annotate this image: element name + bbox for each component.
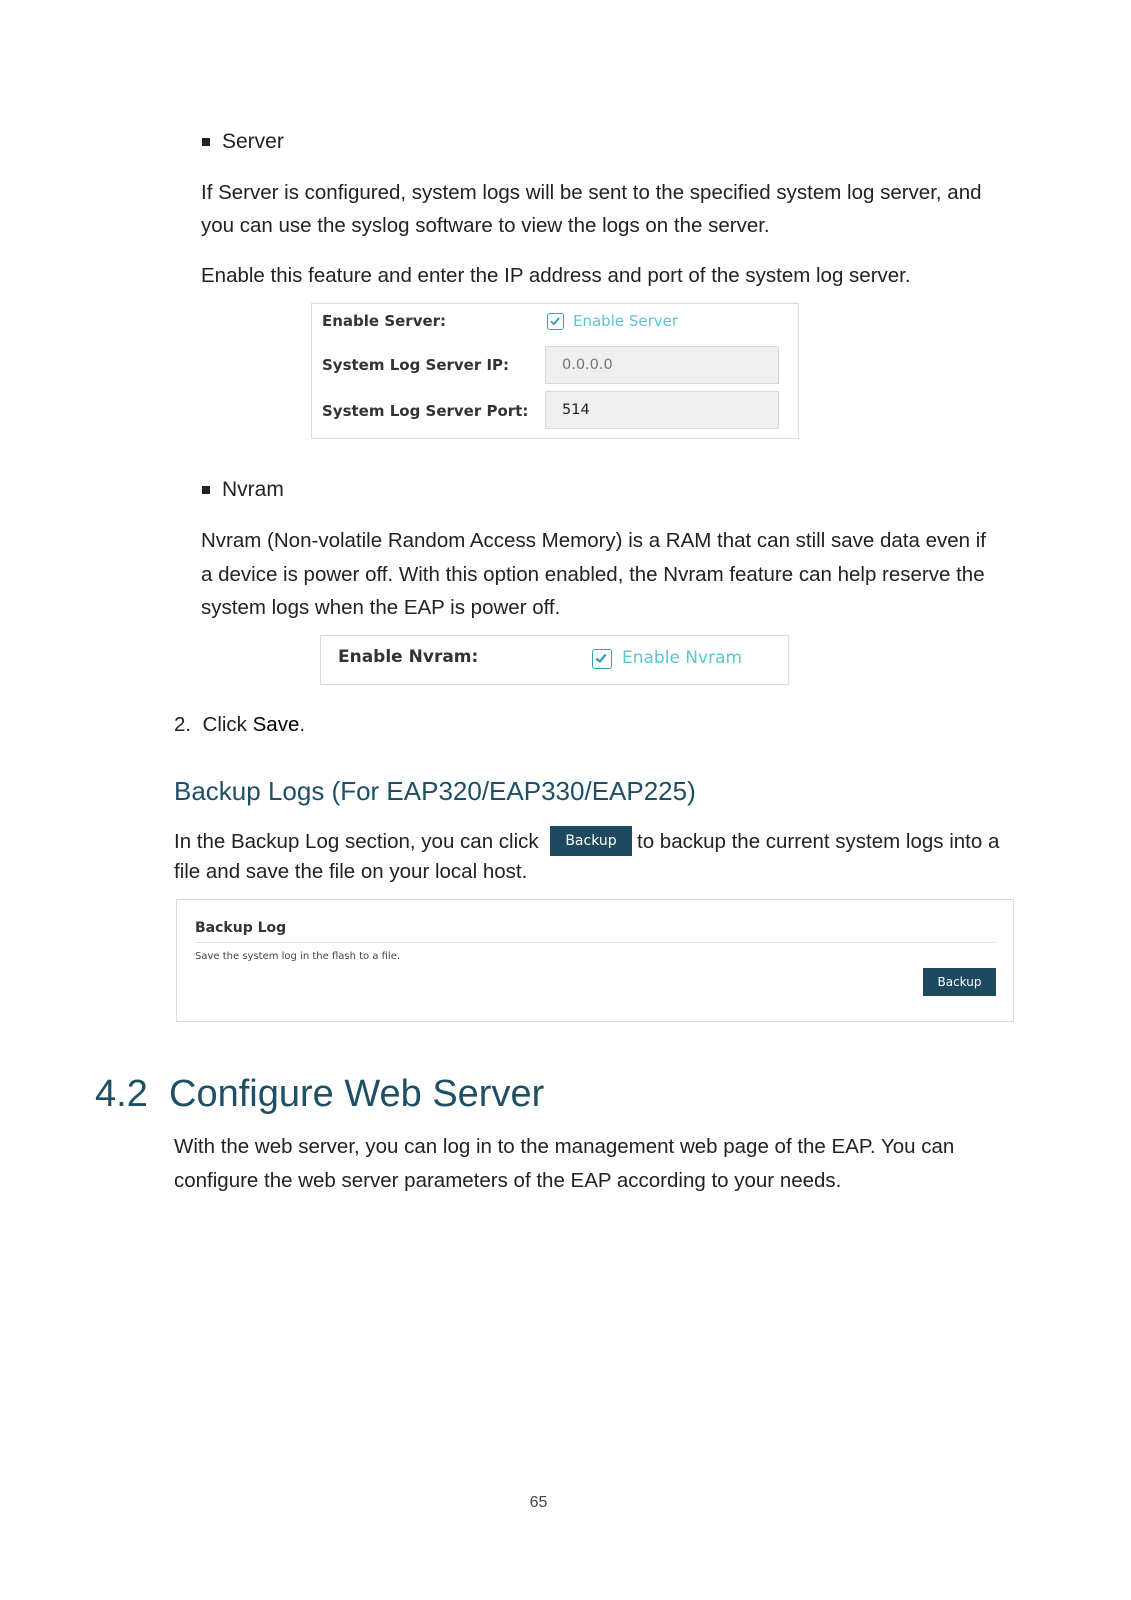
bullet-marker <box>202 138 210 146</box>
step-save-bold: Save <box>252 713 300 736</box>
section-paragraph-line2: configure the web server parameters of the EAP according to your needs. <box>174 1169 842 1192</box>
backup-paragraph-line2: file and save the file on your local host. <box>174 860 528 883</box>
port-label: System Log Server Port: <box>322 402 529 420</box>
backup-log-title: Backup Log <box>195 920 287 936</box>
server-paragraph-line1: If Server is configured, system logs will be sent to the specified system log server, and <box>201 181 982 204</box>
panel-divider <box>195 942 996 943</box>
backup-log-description: Save the system log in the flash to a file. <box>195 951 401 962</box>
enable-server-checkbox[interactable] <box>547 313 564 330</box>
enable-nvram-checkbox[interactable] <box>592 649 612 669</box>
backup-log-panel <box>176 899 1014 1022</box>
checkmark-icon <box>594 651 608 665</box>
ip-label: System Log Server IP: <box>322 356 510 374</box>
page-number: 65 <box>529 1494 548 1511</box>
section-paragraph-line1: With the web server, you can log in to the management web page of the EAP. You can <box>174 1135 955 1158</box>
nvram-paragraph-line2: a device is power off. With this option enabled, the Nvram feature can help reserve the <box>201 563 985 586</box>
bullet-marker <box>202 486 210 494</box>
step-number: 2. <box>174 713 192 736</box>
server-port-value: 514 <box>562 402 590 418</box>
enable-nvram-checkbox-text: Enable Nvram <box>622 648 743 668</box>
server-bullet-label: Server <box>222 130 284 153</box>
server-port-input[interactable] <box>545 391 779 429</box>
panel-backup-button[interactable]: Backup <box>923 968 996 996</box>
nvram-settings-screenshot <box>320 635 789 685</box>
checkmark-icon <box>549 315 561 327</box>
backup-text-before: In the Backup Log section, you can click <box>174 830 539 853</box>
enable-nvram-label: Enable Nvram: <box>338 647 479 667</box>
step-text-prefix: Click <box>202 713 253 736</box>
section-number: 4.2 <box>95 1073 148 1115</box>
step-text-suffix: . <box>299 713 306 736</box>
nvram-bullet-label: Nvram <box>222 478 284 501</box>
nvram-paragraph-line3: system logs when the EAP is power off. <box>201 596 561 619</box>
enable-server-checkbox-text: Enable Server <box>573 312 679 330</box>
step-2 <box>174 708 305 742</box>
server-settings-screenshot <box>311 303 799 439</box>
nvram-paragraph-line1: Nvram (Non-volatile Random Access Memory) is a RAM that can still save data even if <box>201 529 986 552</box>
section-title: Configure Web Server <box>169 1073 545 1115</box>
backup-logs-heading: Backup Logs (For EAP320/EAP330/EAP225) <box>174 776 696 806</box>
backup-paragraph-line1 <box>174 825 539 859</box>
backup-text-after: to backup the current system logs into a <box>637 830 1000 853</box>
enable-server-label: Enable Server: <box>322 312 447 330</box>
server-paragraph-line2: you can use the syslog software to view the logs on the server. <box>201 214 770 237</box>
server-paragraph-2: Enable this feature and enter the IP address and port of the system log server. <box>201 264 911 287</box>
server-ip-input[interactable] <box>545 346 779 384</box>
inline-backup-button[interactable]: Backup <box>550 826 632 856</box>
